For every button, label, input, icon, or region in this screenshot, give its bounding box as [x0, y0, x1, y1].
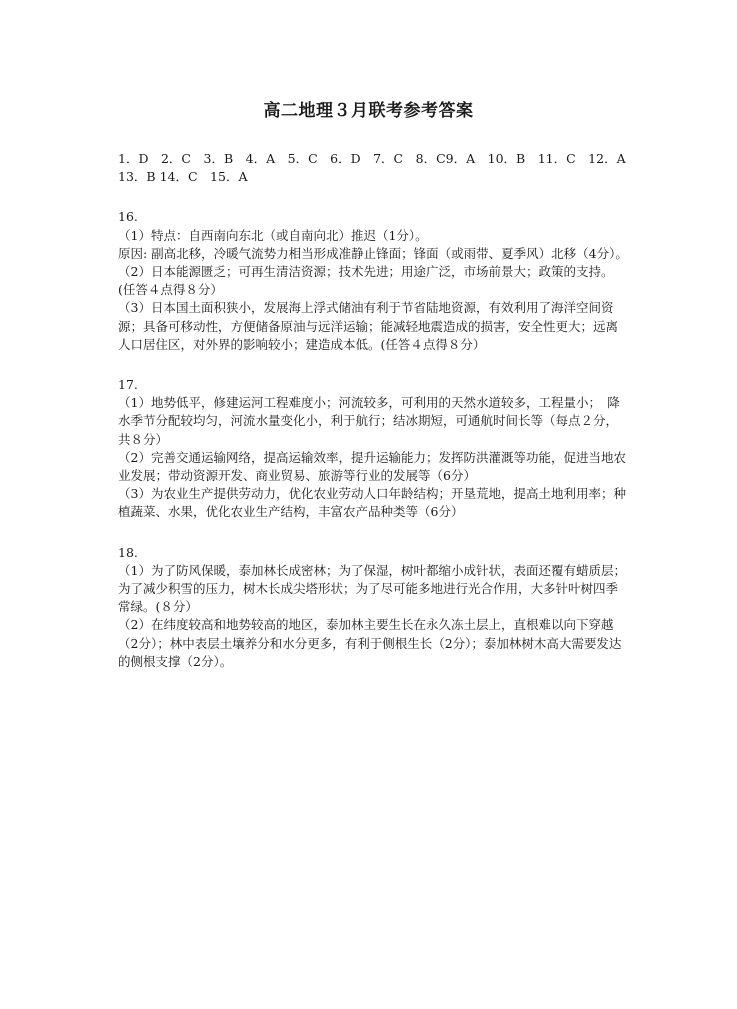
- question-16-number: 16.: [118, 209, 138, 225]
- question-17-part-1: （1）地势低平，修建运河工程难度小；河流较多，可利用的天然水道较多，工程量小； 降水季节分配较均匀，河流水量变化小，利于航行；结冰期短，可通航时间长等（每点２分，共８分）: [118, 395, 620, 447]
- question-16: [118, 208, 628, 354]
- document-title: 高二地理３月联考参考答案: [263, 101, 474, 121]
- multiple-choice-answers: [118, 150, 628, 186]
- document-body: [118, 150, 628, 693]
- question-17-part-3: （3）为农业生产提供劳动力，优化农业劳动人口年龄结构；开垦荒地，提高土地利用率；种植蔬菜、水果，优化农业生产结构，丰富农产品种类等（6分）: [118, 486, 626, 520]
- question-16-part-3: （3）日本国土面积狭小，发展海上浮式储油有利于节省陆地资源，有效利用了海洋空间资源；具备可移动性，方便储备原油与远洋运输；能减轻地震造成的损害，安全性更大；远离人口居住区，对外界的影响较小；建造成本低。(任答４点得８分）: [118, 300, 619, 352]
- question-16-part-2: （2）日本能源匮乏；可再生清洁资源；技术先进；用途广泛，市场前景大；政策的支持。(任答４点得８分）: [118, 264, 614, 298]
- question-16-part-1: （1）特点：自西南向东北（或自南向北）推迟（1分）。: [118, 227, 428, 243]
- question-18-part-2: （2）在纬度较高和地势较高的地区，泰加林主要生长在永久冻土层上，直根难以向下穿越（2分）；林中表层土壤养分和水分更多，有利于侧根生长（2分）；泰加林树木高大需要发达的侧根支撑（2分）。: [118, 617, 622, 669]
- question-17: [118, 376, 628, 522]
- mc-answers-line-2: 13．B 14．C 15．A: [118, 169, 248, 185]
- question-18: [118, 544, 628, 671]
- question-17-part-2: （2）完善交通运输网络，提高运输效率，提升运输能力；发挥防洪灌溉等功能，促进当地农业发展；带动资源开发、商业贸易、旅游等行业的发展等（6分）: [118, 449, 626, 484]
- question-16-reason: 原因: 副高北移，冷暖气流势力相当形成准静止锋面；锋面（或雨带、夏季风）北移（4分）。: [118, 245, 628, 261]
- question-17-number: 17.: [118, 377, 138, 393]
- mc-answers-line-1: 1．D 2．C 3．B 4．A 5．C 6．D 7．C 8．C9．A 10．B 11．C 12．A: [118, 151, 626, 166]
- question-18-part-1: （1）为了防风保暖，泰加林长成密林；为了保湿，树叶都缩小成针状，表面还覆有蜡质层；为了减少积雪的压力，树木长成尖塔形状；为了尽可能多地进行光合作用，大多针叶树四季常绿。(８分）: [118, 562, 626, 615]
- question-18-number: 18.: [118, 544, 138, 560]
